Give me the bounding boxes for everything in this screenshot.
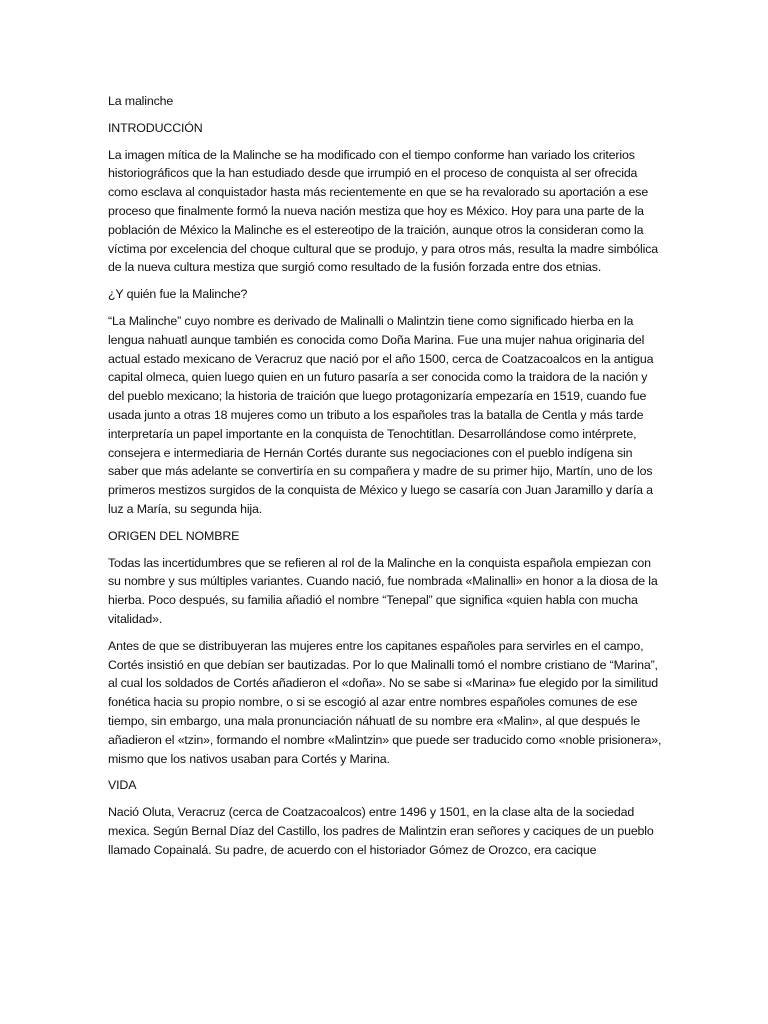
section-heading-origen-nombre: ORIGEN DEL NOMBRE (108, 528, 240, 543)
document-page (108, 92, 664, 867)
section-heading-vida: VIDA (108, 778, 137, 793)
paragraph-vida: Nació Oluta, Veracruz (cerca de Coatzacoalcos) entre 1496 y 1501, en la clase alta de la sociedad mexica. Según Bernal Díaz del Castillo, los padres de Malintzin eran señores y caciques de un pueblo llamado Copainalá. Su padre, de acuerdo con el historiador Gómez de Orozco, era cacique (108, 805, 654, 857)
paragraph-introduccion: La imagen mítica de la Malinche se ha modificado con el tiempo conforme han variado los criterios historiográficos que la han estudiado desde que irrumpió en el proceso de conquista al ser ofrecida como esclava al conquistador hasta más recientemente en que se ha revalorado su aportación a ese proceso que finalmente formó la nueva nación mestiza que hoy es México. Hoy para una parte de la población de México la Malinche es el estereotipo de la traición, aunque otros la consideran como la víctima por excelencia del choque cultural que se produjo, y para otros más, resulta la madre simbólica de la nueva cultura mestiza que surgió como resultado de la fusión forzada entre dos etnias. (108, 147, 658, 275)
section-heading-introduccion: INTRODUCCIÓN (108, 120, 203, 135)
document-title: La malinche (108, 94, 174, 108)
paragraph-quien-fue: “La Malinche” cuyo nombre es derivado de Malinalli o Malintzin tiene como significado hierba en la lengua nahuatl aunque también es conocida como Doña Marina. Fue una mujer nahua originaria del actual estado mexicano de Veracruz que nació por el año 1500, cerca de Coatzacoalcos en la antigua capital olmeca, quien luego quien en un futuro pasaría a ser conocida como la traidora de la nación y del pueblo mexicano; la historia de traición que luego protagonizaría empezaría en 1519, cuando fue usada junto a otras 18 mujeres como un tributo a los españoles tras la batalla de Centla y más tarde interpretaría un papel importante en la conquista de Tenochtitlan. Desarrollándose como intérprete, consejera e intermediaria de Hernán Cortés durante sus negociaciones con el pueblo indígena sin saber que más adelante se convertiría en su compañera y madre de su primer hijo, Martín, uno de los primeros mestizos surgidos de la conquista de México y luego se casaría con Juan Jaramillo y daría a luz a María, su segunda hija. (108, 313, 654, 516)
paragraph-origen-nombre-1: Todas las incertidumbres que se refieren al rol de la Malinche en la conquista española empiezan con su nombre y sus múltiples variantes. Cuando nació, fue nombrada «Malinalli» en honor a la diosa de la hierba. Poco después, su familia añadió el nombre “Tenepal” que significa «quien habla con mucha vitalidad». (108, 555, 658, 626)
paragraph-origen-nombre-2: Antes de que se distribuyeran las mujeres entre los capitanes españoles para servirles en el campo, Cortés insistió en que debían ser bautizadas. Por lo que Malinalli tomó el nombre cristiano de “Marina”, al cual los soldados de Cortés añadieron el «doña». No se sabe si «Marina» fue elegido por la similitud fonética hacia su propio nombre, o si se escogió al azar entre nombres españoles comunes de ese tiempo, sin embargo, una mala pronunciación náhuatl de su nombre era «Malin», al que después le añadieron el «tzin», formando el nombre «Malintzin» que puede ser traducido como «noble prisionera», mismo que los nativos usaban para Cortés y Marina. (108, 638, 662, 766)
section-heading-quien-fue: ¿Y quién fue la Malinche? (108, 287, 248, 302)
